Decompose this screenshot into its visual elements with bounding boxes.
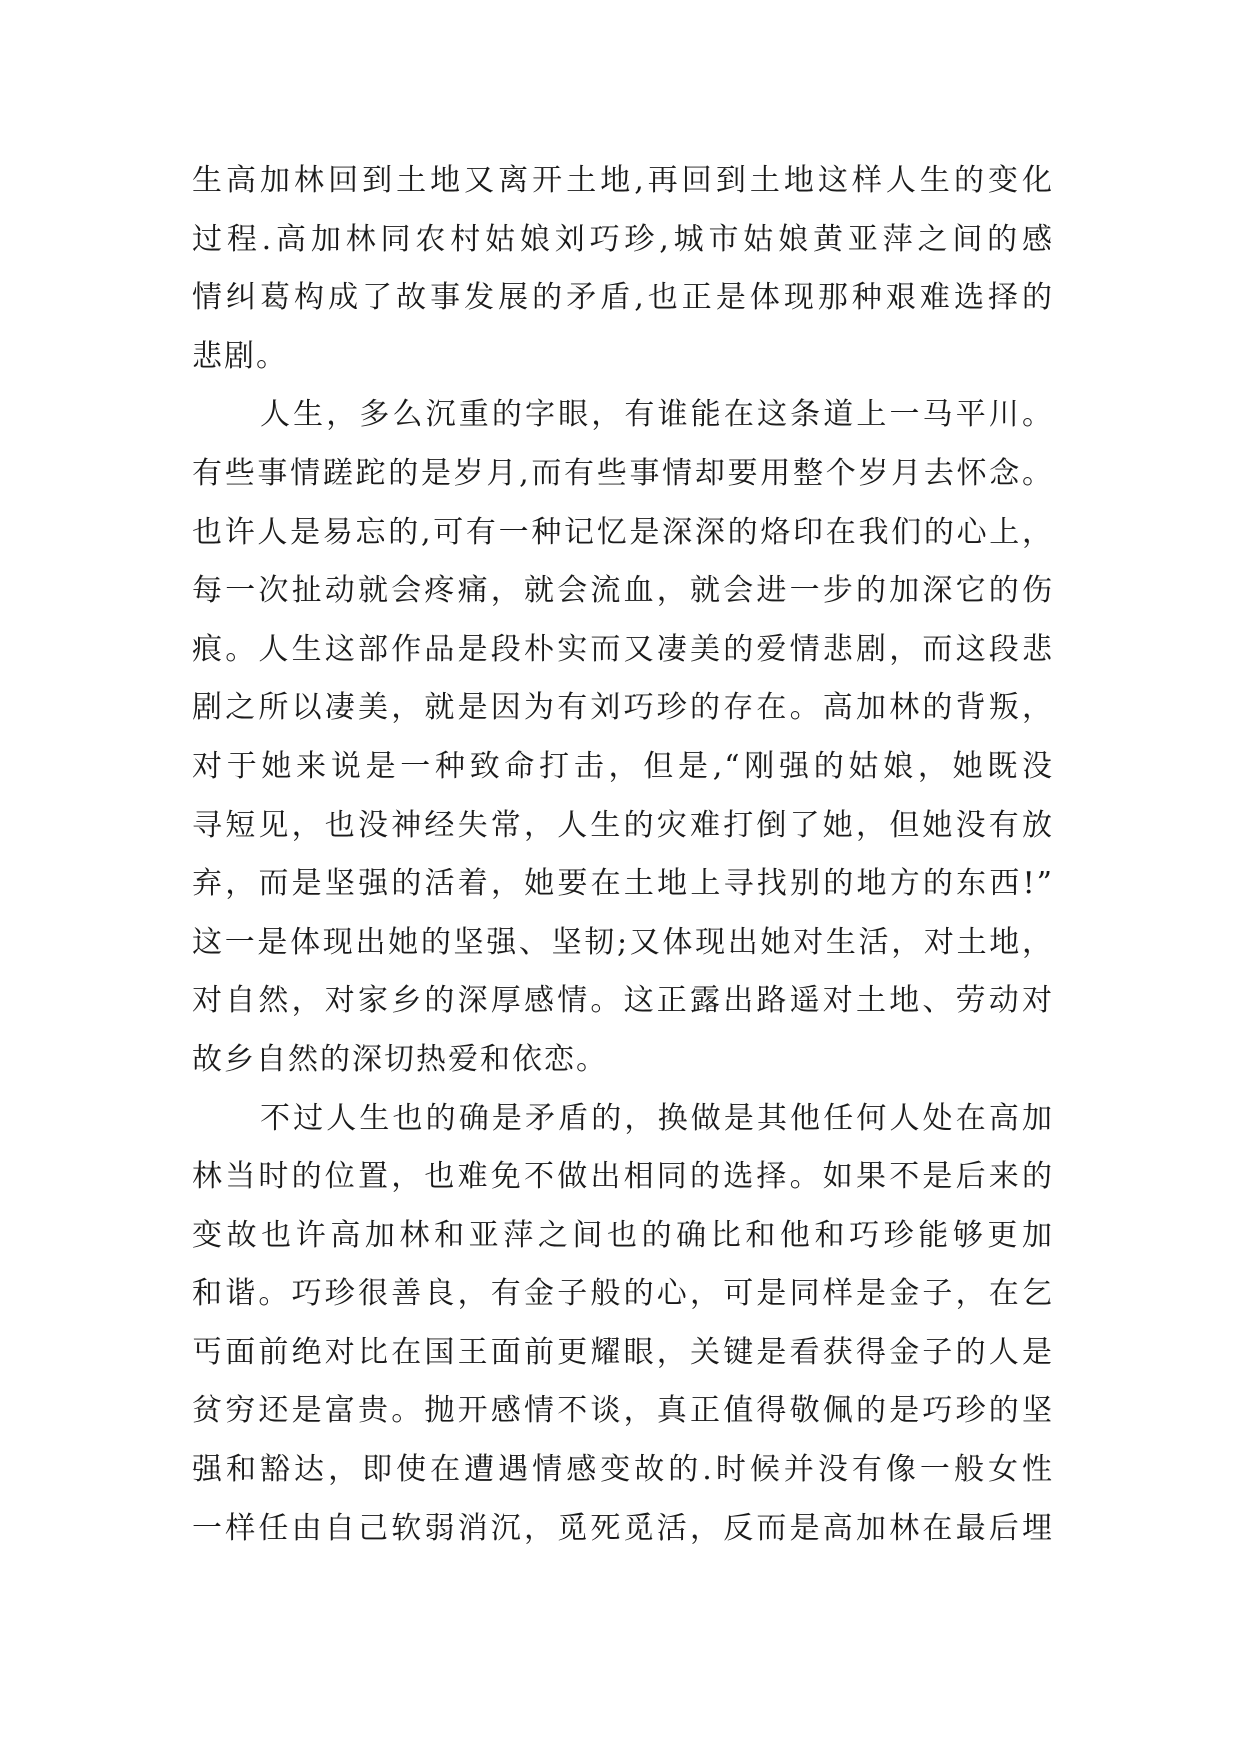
text-line: 变故也许高加林和亚萍之间也的确比和他和巧珍能够更加 [192,1217,1054,1253]
text-line: 不过人生也的确是矛盾的，换做是其他任何人处在高加 [260,1100,1054,1136]
text-line: 也许人是易忘的,可有一种记忆是深深的烙印在我们的心上， [192,514,1054,550]
text-line: 悲剧。 [192,338,288,374]
text-line: 强和豁达，即使在遭遇情感变故的.时候并没有像一般女性 [192,1452,1054,1488]
text-line: 对于她来说是一种致命打击，但是,“刚强的姑娘，她既没 [192,748,1054,784]
text-line: 人生，多么沉重的字眼，有谁能在这条道上一马平川。 [260,397,1054,433]
text-line: 对自然，对家乡的深厚感情。这正露出路遥对土地、劳动对 [192,983,1054,1019]
text-line: 情纠葛构成了故事发展的矛盾,也正是体现那种艰难选择的 [192,280,1054,316]
text-line: 寻短见，也没神经失常，人生的灾难打倒了她，但她没有放 [192,807,1054,843]
text-line: 生高加林回到土地又离开土地,再回到土地这样人生的变化 [192,163,1054,198]
text-line: 这一是体现出她的坚强、坚韧;又体现出她对生活，对土地， [192,924,1054,960]
text-line: 痕。人生这部作品是段朴实而又凄美的爱情悲剧，而这段悲 [192,631,1054,667]
text-line: 弃，而是坚强的活着，她要在土地上寻找别的地方的东西!” [192,866,1054,902]
text-line: 贫穷还是富贵。抛开感情不谈，真正值得敬佩的是巧珍的坚 [192,1393,1054,1429]
text-line: 每一次扯动就会疼痛，就会流血，就会进一步的加深它的伤 [192,573,1054,609]
text-line: 有些事情蹉跎的是岁月,而有些事情却要用整个岁月去怀念。 [192,455,1054,491]
text-line: 和谐。巧珍很善良，有金子般的心，可是同样是金子，在乞 [192,1276,1054,1312]
text-line: 林当时的位置，也难免不做出相同的选择。如果不是后来的 [192,1159,1054,1195]
text-line: 剧之所以凄美，就是因为有刘巧珍的存在。高加林的背叛， [192,690,1054,726]
body-text [192,152,1054,1558]
text-line: 丐面前绝对比在国王面前更耀眼，关键是看获得金子的人是 [192,1334,1054,1370]
text-line: 故乡自然的深切热爱和依恋。 [192,1041,608,1077]
text-line: 过程.高加林同农村姑娘刘巧珍,城市姑娘黄亚萍之间的感 [192,221,1054,257]
text-line: 一样任由自己软弱消沉，觅死觅活，反而是高加林在最后埋 [192,1510,1054,1546]
